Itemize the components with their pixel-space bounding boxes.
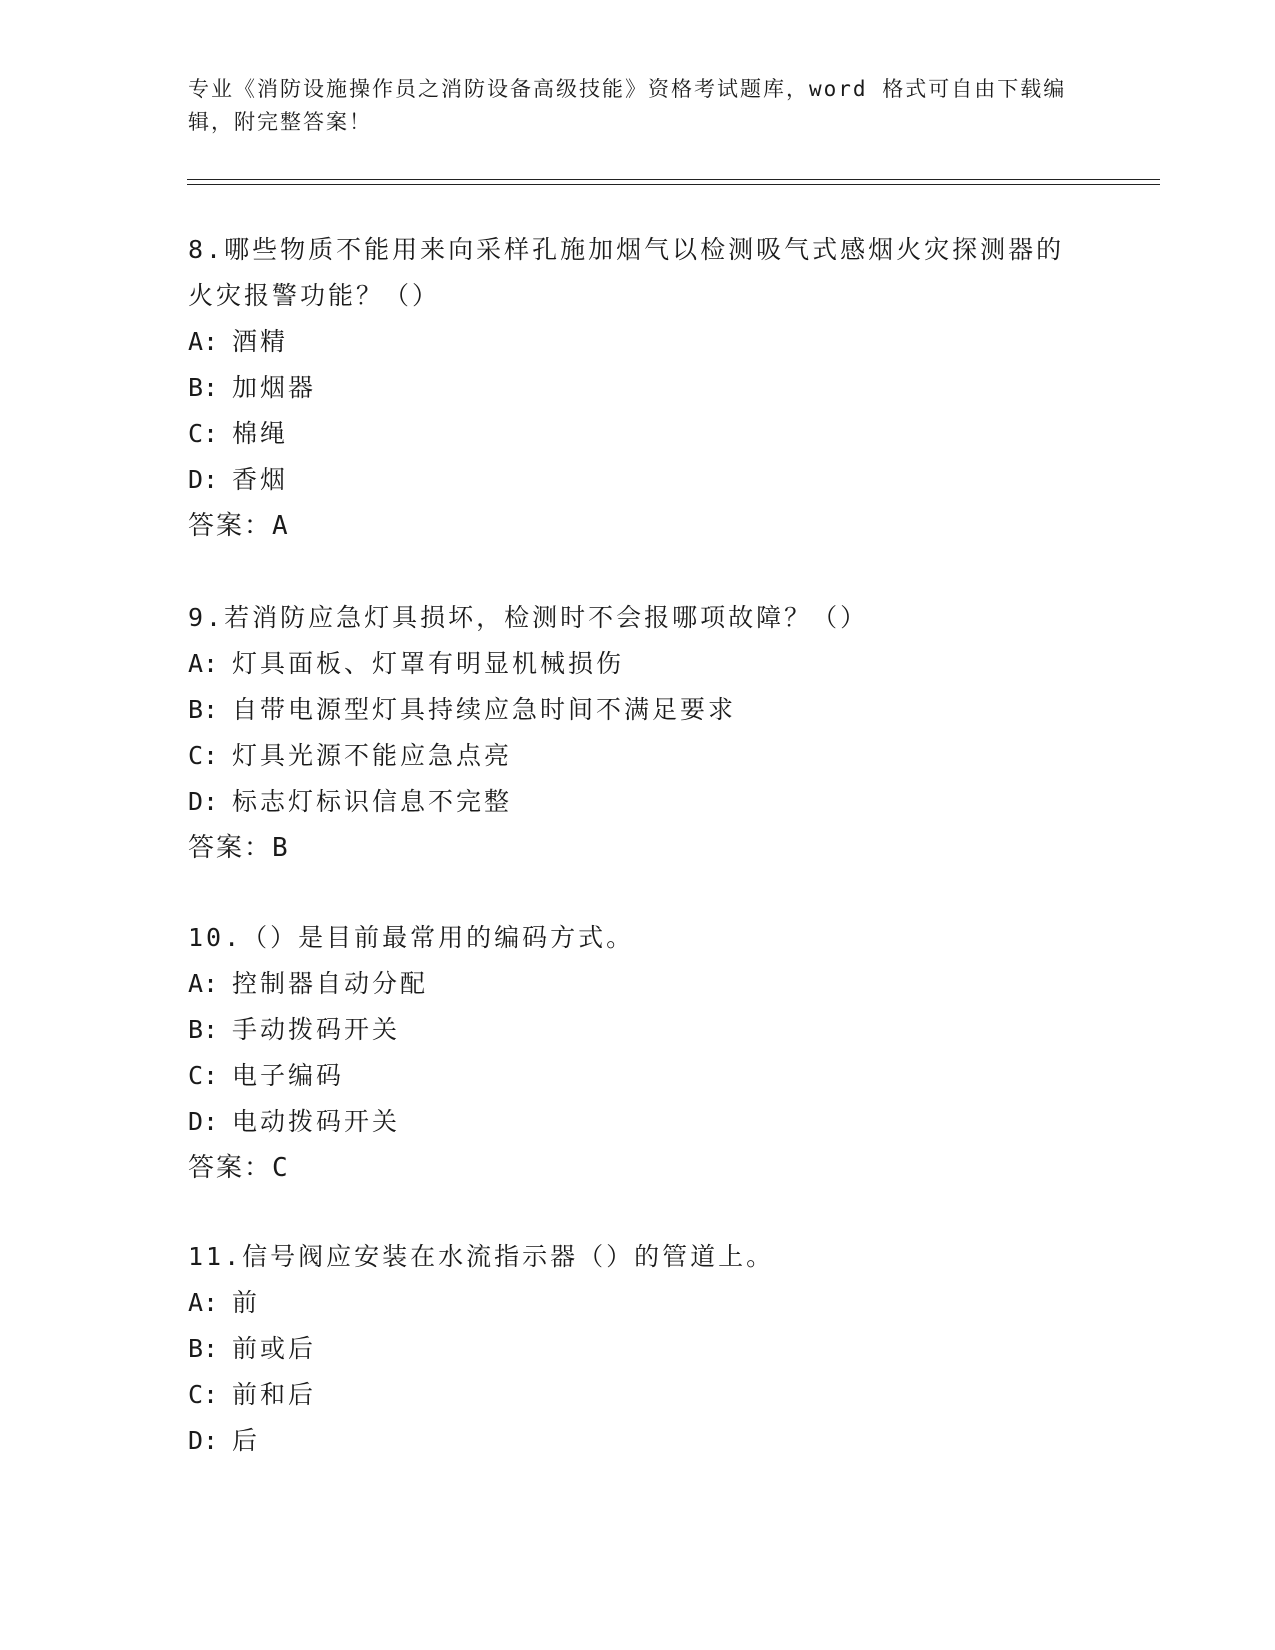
question-stem	[188, 227, 1088, 319]
question-8	[188, 227, 1088, 549]
header-divider-bottom	[187, 184, 1160, 185]
option-b	[188, 1326, 1088, 1372]
option-a	[188, 641, 1088, 687]
option-text: 加烟器	[232, 373, 317, 402]
option-letter: B:	[188, 1334, 219, 1363]
question-number: 8.	[188, 235, 225, 264]
option-a	[188, 319, 1088, 365]
question-9	[188, 595, 1088, 871]
option-d	[188, 1099, 1088, 1145]
option-text: 酒精	[232, 327, 289, 356]
option-a	[188, 1280, 1088, 1326]
option-text: 香烟	[232, 465, 289, 494]
question-stem	[188, 915, 1088, 961]
option-text: 标志灯标识信息不完整	[232, 787, 513, 816]
answer-label: 答案：	[188, 1153, 273, 1183]
option-letter: C:	[188, 419, 219, 448]
option-letter: B:	[188, 1015, 219, 1044]
answer-value: A	[272, 511, 290, 541]
option-letter: A:	[188, 1288, 219, 1317]
header-divider-top	[187, 179, 1160, 180]
question-text: 若消防应急灯具损坏，检测时不会报哪项故障？（）	[224, 603, 869, 632]
answer-value: C	[272, 1153, 290, 1183]
document-header	[188, 73, 1088, 139]
option-text: 后	[232, 1426, 261, 1455]
option-b	[188, 1007, 1088, 1053]
option-text: 灯具面板、灯罩有明显机械损伤	[232, 649, 625, 678]
question-text: 哪些物质不能用来向采样孔施加烟气以检测吸气式感烟火灾探测器的火灾报警功能？（）	[188, 235, 1065, 310]
option-d	[188, 457, 1088, 503]
question-number: 9.	[188, 603, 225, 632]
question-stem	[188, 1234, 1088, 1280]
option-letter: D:	[188, 465, 219, 494]
option-letter: D:	[188, 1107, 219, 1136]
option-text: 电子编码	[232, 1061, 345, 1090]
option-text: 前和后	[232, 1380, 317, 1409]
option-text: 电动拨码开关	[232, 1107, 401, 1136]
answer-label: 答案：	[188, 833, 273, 863]
option-c	[188, 1053, 1088, 1099]
question-stem	[188, 595, 1088, 641]
option-letter: B:	[188, 695, 219, 724]
option-letter: A:	[188, 327, 219, 356]
question-11	[188, 1234, 1088, 1464]
header-text: 专业《消防设施操作员之消防设备高级技能》资格考试题库，word 格式可自由下载编辑，附完整答案！	[188, 77, 1067, 134]
option-letter: A:	[188, 969, 219, 998]
question-text: 信号阀应安装在水流指示器（）的管道上。	[242, 1242, 775, 1271]
answer-line	[188, 1145, 1088, 1191]
option-letter: B:	[188, 373, 219, 402]
option-text: 控制器自动分配	[232, 969, 429, 998]
question-number: 10.	[188, 923, 243, 952]
option-letter: D:	[188, 787, 219, 816]
option-letter: C:	[188, 1380, 219, 1409]
option-letter: D:	[188, 1426, 219, 1455]
option-text: 灯具光源不能应急点亮	[232, 741, 513, 770]
option-letter: A:	[188, 649, 219, 678]
option-d	[188, 1418, 1088, 1464]
question-10	[188, 915, 1088, 1191]
option-a	[188, 961, 1088, 1007]
option-text: 自带电源型灯具持续应急时间不满足要求	[232, 695, 737, 724]
option-letter: C:	[188, 1061, 219, 1090]
answer-line	[188, 825, 1088, 871]
answer-label: 答案：	[188, 511, 273, 541]
option-b	[188, 687, 1088, 733]
option-text: 前或后	[232, 1334, 317, 1363]
option-c	[188, 1372, 1088, 1418]
option-text: 手动拨码开关	[232, 1015, 401, 1044]
option-c	[188, 411, 1088, 457]
answer-line	[188, 503, 1088, 549]
option-letter: C:	[188, 741, 219, 770]
answer-value: B	[272, 833, 290, 863]
option-d	[188, 779, 1088, 825]
question-number: 11.	[188, 1242, 243, 1271]
option-c	[188, 733, 1088, 779]
option-text: 棉绳	[232, 419, 289, 448]
question-text: （）是目前最常用的编码方式。	[242, 923, 635, 952]
option-text: 前	[232, 1288, 261, 1317]
option-b	[188, 365, 1088, 411]
